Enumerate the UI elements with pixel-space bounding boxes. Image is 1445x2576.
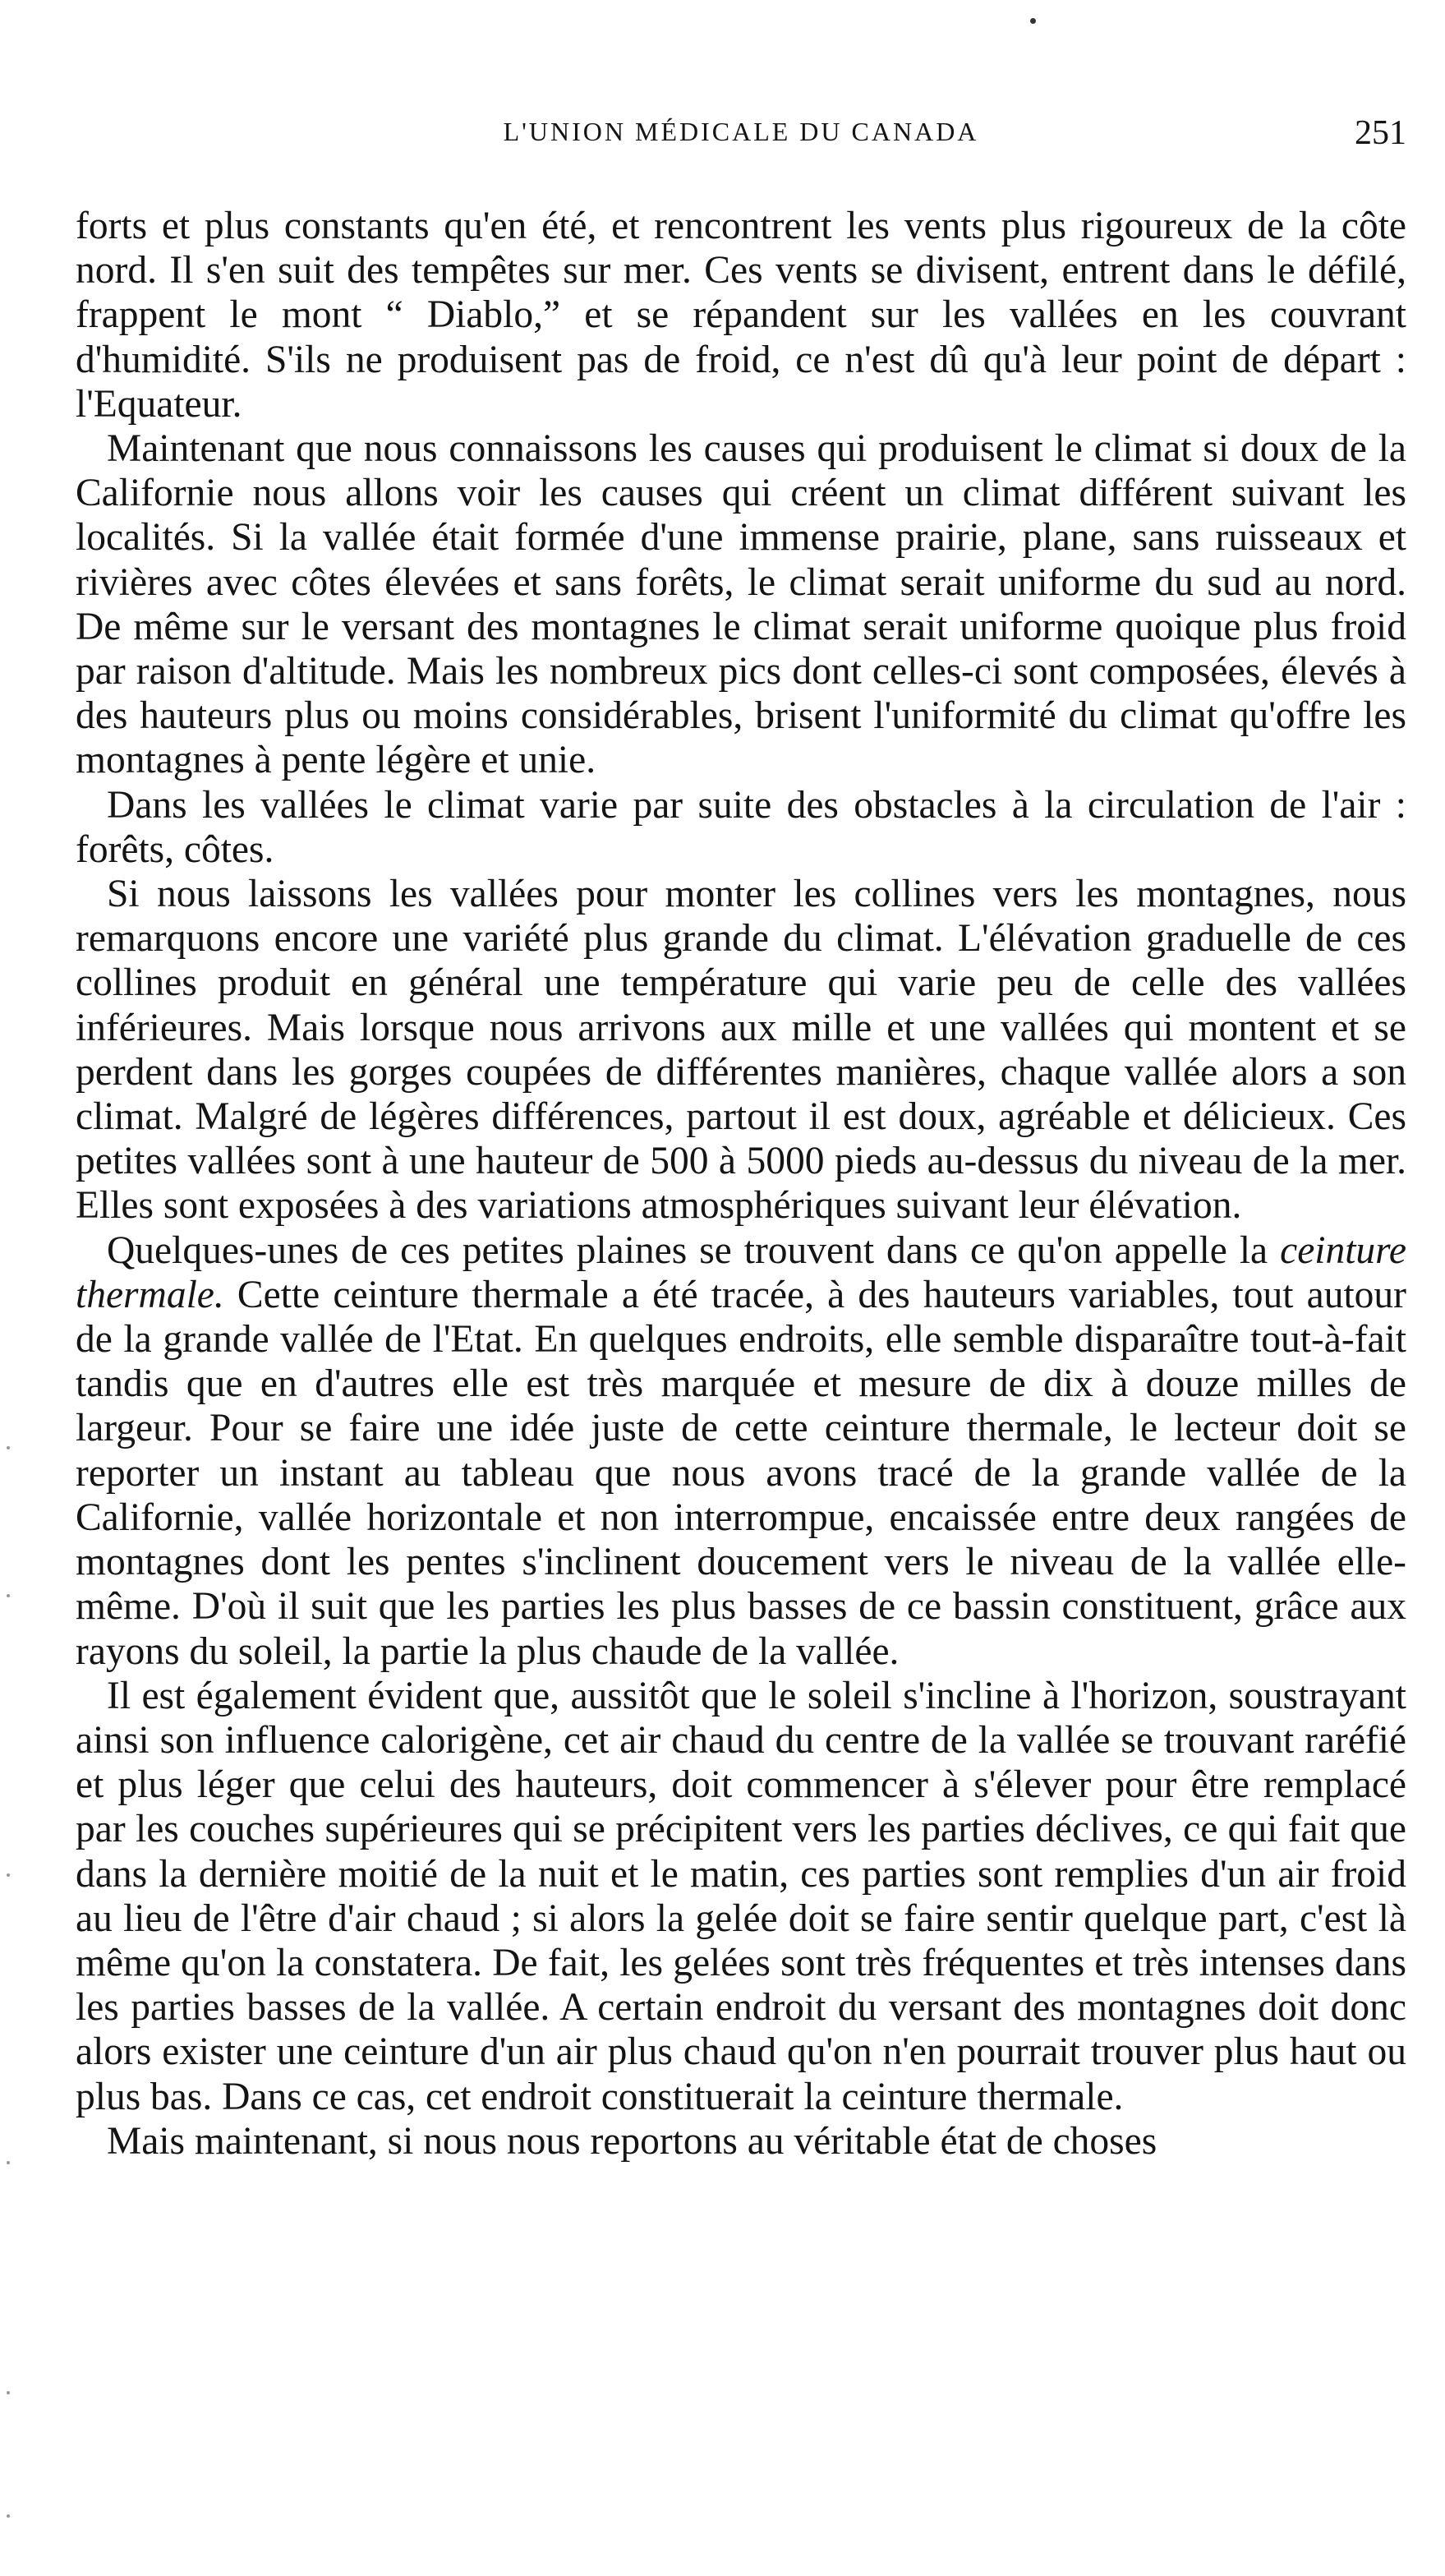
- body-text: [76, 204, 1406, 2164]
- italic-term: ceinture thermale.: [76, 1228, 1406, 1316]
- paragraph-text: Cette ceinture thermale a été tracée, à des hauteurs variables, tout autour de la grande vallée de l'Etat. En quelques endroits, elle semble disparaître tout-à-fait tandis que en d'autres elle est très marquée et mesure de dix à douze milles de largeur. Pour se faire une idée juste de cette ceinture thermale, le lecteur doit se reporter un instant au tableau que nous avons tracé de la grande vallée de la Californie, vallée horizontale et non interrompue, encaissée entre deux rangées de montagnes dont les pentes s'inclinent doucement vers le niveau de la vallée elle-même. D'où il suit que les parties les plus basses de ce bassin constituent, grâce aux rayons du soleil, la partie la plus chaude de la vallée.: [76, 1273, 1406, 1673]
- running-head: [76, 113, 1406, 163]
- paragraph-text: Quelques-unes de ces petites plaines se trouvent dans ce qu'on appelle la: [107, 1228, 1281, 1272]
- paragraph: Maintenant que nous connaissons les causes qui produisent le climat si doux de la Californie nous allons voir les causes qui créent un climat différent suivant les localités. Si la vallée était formée d'une immense prairie, plane, sans ruisseaux et rivières avec côtes élevées et sans forêts, le climat serait uniforme du sud au nord. De même sur le versant des montagnes le climat serait uniforme quoique plus froid par raison d'altitude. Mais les nombreux pics dont celles-ci sont composées, élevés à des hauteurs plus ou moins considérables, brisent l'uniformité du climat qu'offre les montagnes à pente légère et unie.: [76, 427, 1406, 782]
- running-title: L'UNION MÉDICALE DU CANADA: [503, 117, 979, 146]
- paragraph: Si nous laissons les vallées pour monter les collines vers les montagnes, nous remarquons encore une variété plus grande du climat. L'élévation graduelle de ces collines produit en général une température qui varie peu de celle des vallées inférieures. Mais lorsque nous arrivons aux mille et une vallées qui montent et se perdent dans les gorges coupées de différentes manières, chaque vallée alors a son climat. Malgré de légères différences, partout il est doux, agréable et délicieux. Ces petites vallées sont à une hauteur de 500 à 5000 pieds au-dessus du niveau de la mer. Elles sont exposées à des variations atmosphériques suivant leur élévation.: [76, 873, 1406, 1228]
- paragraph-continued: forts et plus constants qu'en été, et rencontrent les vents plus rigoureux de la côte nord. Il s'en suit des tempêtes sur mer. Ces vents se divisent, entrent dans le défilé, frappent le mont “ Diablo,” et se répandent sur les vallées en les couvrant d'humidité. S'ils ne produisent pas de froid, ce n'est dû qu'à leur point de départ : l'Equateur.: [76, 205, 1406, 426]
- margin-specks: [7, 1446, 12, 2539]
- paragraph-last-line: Mais maintenant, si nous nous reportons au véritable état de choses: [107, 2119, 1157, 2163]
- print-speck: [1030, 18, 1036, 24]
- page-number: 251: [1355, 114, 1406, 152]
- paragraph: [76, 1228, 1406, 1674]
- paragraph: Il est également évident que, aussitôt que le soleil s'incline à l'horizon, soustrayant ainsi son influence calorigène, cet air chaud du centre de la vallée se trouvant raréfié et plus léger que celui des hauteurs, doit commencer à s'élever pour être remplacé par les couches supérieures qui se précipitent vers les parties déclives, ce qui fait que dans la dernière moitié de la nuit et le matin, ces parties sont remplies d'un air froid au lieu de l'être d'air chaud ; si alors la gelée doit se faire sentir quelque part, c'est là même qu'on la constatera. De fait, les gelées sont très fréquentes et très intenses dans les parties basses de la vallée. A certain endroit du versant des montagnes doit donc alors exister une ceinture d'un air plus chaud qu'on n'en pourrait trouver plus haut ou plus bas. Dans ce cas, cet endroit constituerait la ceinture thermale.: [76, 1674, 1406, 2118]
- paragraph: Dans les vallées le climat varie par suite des obstacles à la circulation de l'air : forêts, côtes.: [76, 783, 1406, 871]
